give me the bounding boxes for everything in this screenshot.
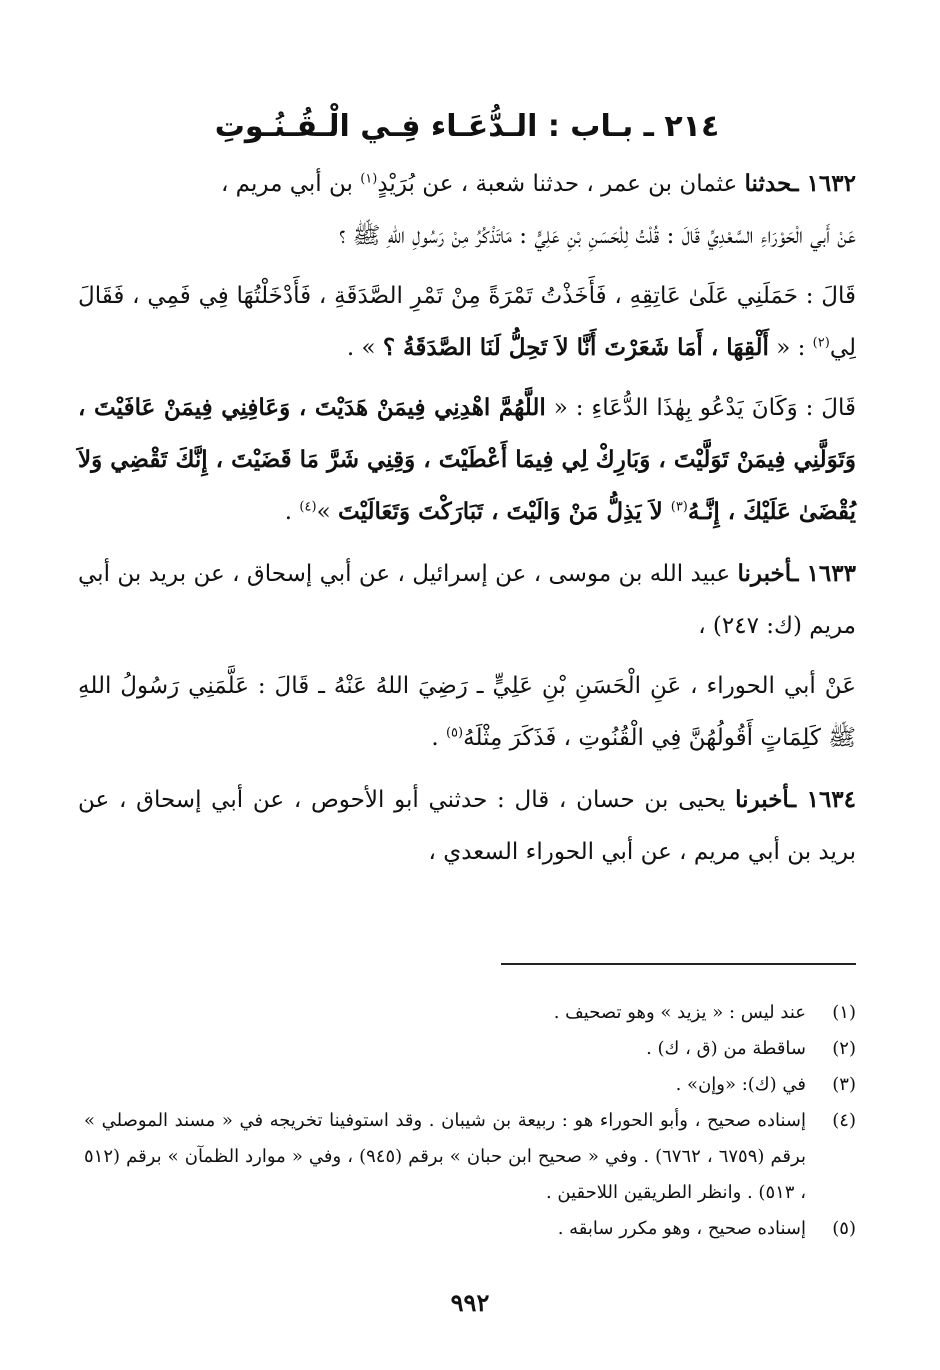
dua-quote: اللَّهُمَّ اهْدِنِي فِيمَنْ هَدَيْتَ ، وَعَافِنِي فِيمَنْ عَافَيْتَ ، وَتَوَلَّنِي فِيمَنْ تَوَلَّيْتَ ، وَبَارِكْ لِي فِيمَا أَعْطَيْتَ ، وَقِنِي شَرَّ مَا قَضَيْتَ ، إِنَّكَ تَقْضِي وَلاَ يُقْضَىٰ عَلَيْكَ ، إِنَّـهُ bbox=[78, 394, 856, 525]
footnote-number: (٥) bbox=[832, 1218, 856, 1239]
page-number: ٩٩٢ bbox=[450, 1288, 490, 1317]
footnote-text: إسناده صحيح ، وأبو الحوراء هو : ربيعة بن شيبان . وقد استوفينا تخريجه في « مسند الموصلي » برقم (٦٧٥٩ ، ٦٧٦٢) . وفي « صحيح ابن حبان » برقم (٩٤٥) ، وفي « موارد الظمآن » برقم (٥١٢ ، ٥١٣) . وانظر الطريقين اللاحقين . bbox=[84, 1110, 806, 1203]
hadith-number: ١٦٣٤ ـ bbox=[789, 786, 857, 813]
footnote-ref-3[interactable]: (٣) bbox=[670, 499, 688, 515]
hadith-text: يحيى بن حسان ، قال : حدثني أبو الأحوص ، عن أبي إسحاق ، عن بريد بن أبي مريم ، عن أبي الحوراء السعدي ، bbox=[78, 787, 856, 865]
hadith-lead-word: أخبرنا bbox=[737, 560, 792, 587]
footnote-number: (٢) bbox=[832, 1038, 856, 1059]
footnote-text: إسناده صحيح ، وهو مكرر سابقه . bbox=[557, 1218, 806, 1239]
footnote-text: ساقطة من (ق ، ك) . bbox=[646, 1038, 806, 1059]
hadith-1632-dua bbox=[78, 382, 856, 538]
hadith-text: عبيد الله بن موسى ، عن إسرائيل ، عن أبي إسحاق ، عن بريد بن أبي مريم (ك: ٢٤٧) ، bbox=[78, 561, 856, 639]
footnote-1 bbox=[84, 995, 856, 1031]
hadith-1632 bbox=[78, 158, 856, 538]
hadith-text: » . bbox=[346, 335, 383, 361]
footnote-2 bbox=[84, 1031, 856, 1067]
hadith-text: » bbox=[316, 499, 338, 525]
hadith-number: ١٦٣٣ ـ bbox=[791, 560, 856, 587]
footnote-ref-1[interactable]: (١) bbox=[360, 171, 378, 187]
chapter-title: ٢١٤ ـ بـاب : الـدُّعَـاء فِـي الْـقُـنُـوتِ bbox=[214, 109, 720, 144]
hadith-text: قَالَ : حَمَلَنِي عَلَىٰ عَاتِقِهِ ، فَأَخَذْتُ تَمْرَةً مِنْ تَمْرِ الصَّدَقَةِ ، فَأَدْخَلْتُهَا فِي فَمِي ، فَقَالَ لِي bbox=[78, 283, 856, 361]
footnote-ref-5[interactable]: (٥) bbox=[445, 725, 464, 741]
footnote-ref-2[interactable]: (٢) bbox=[812, 335, 830, 351]
hadith-number: ١٦٣٢ ـ bbox=[791, 170, 856, 197]
hadith-lead-word: أخبرنا bbox=[735, 786, 790, 813]
hadith-text: : « bbox=[768, 335, 813, 361]
footnote-number: (٤) bbox=[832, 1110, 856, 1131]
dua-quote: لاَ يَذِلُّ مَنْ وَالَيْتَ ، تَبَارَكْتَ وَتَعَالَيْتَ bbox=[337, 498, 671, 525]
hadith-text: عَنْ أبي الحوراء ، عَنِ الْحَسَنِ بْنِ عَلِيٍّ ـ رَضِيَ اللهُ عَنْهُ ـ قَالَ : عَلَّمَنِي رَسُولُ اللهِ ﷺ كَلِمَاتٍ أَقُولُهُنَّ فِي الْقُنُوتِ ، فَذَكَرَ مِثْلَهُ bbox=[78, 673, 856, 751]
hadith-text: . bbox=[284, 499, 300, 525]
footnote-ref-4[interactable]: (٤) bbox=[299, 499, 317, 515]
hadith-1634-isnad bbox=[78, 774, 856, 878]
footnote-number: (١) bbox=[832, 1002, 856, 1023]
hadith-lead-word: حدثنا bbox=[744, 170, 792, 197]
hadith-text: . bbox=[431, 725, 446, 751]
hadith-1633-isnad bbox=[78, 548, 856, 652]
hadith-text: عثمان بن عمر ، حدثنا شعبة ، عن بُرَيْدٍ bbox=[377, 171, 745, 197]
hadith-text: بن أبي مريم ، bbox=[220, 171, 361, 197]
hadith-text: قَالَ : وَكَانَ يَدْعُو بِهٰذَا الدُّعَاءِ : « bbox=[545, 395, 856, 421]
footnote-5 bbox=[84, 1211, 856, 1247]
footnote-divider bbox=[501, 963, 856, 965]
footnote-text: في (ك): «وإن» . bbox=[675, 1074, 806, 1095]
footnotes bbox=[84, 995, 856, 1247]
footnote-3 bbox=[84, 1067, 856, 1103]
page-body bbox=[78, 100, 856, 888]
footnote-4 bbox=[84, 1103, 856, 1211]
hadith-1633 bbox=[78, 548, 856, 764]
hadith-1633-matn bbox=[78, 660, 856, 764]
footnote-number: (٣) bbox=[832, 1074, 856, 1095]
hadith-1632-isnad bbox=[78, 158, 856, 210]
hadith-1634 bbox=[78, 774, 856, 878]
hadith-1632-answer bbox=[78, 270, 856, 374]
footnote-text: عند ليس : « يزيد » وهو تصحيف . bbox=[553, 1002, 806, 1023]
hadith-1632-question: عَنْ أَبي الْحَوْرَاءِ السَّعْدِيِّ قَالَ : قُلْتُ لِلْحَسَنِ بْنِ عَلِيٍّ : مَاتَذْكُرُ مِنْ رَسُولِ اللهِ ﷺ ؟ bbox=[338, 223, 856, 249]
prophetic-quote: أَلْقِهَا ، أَمَا شَعَرْتَ أَنَّا لاَ تَحِلُّ لَنَا الصَّدَقَةُ ؟ bbox=[382, 334, 769, 361]
